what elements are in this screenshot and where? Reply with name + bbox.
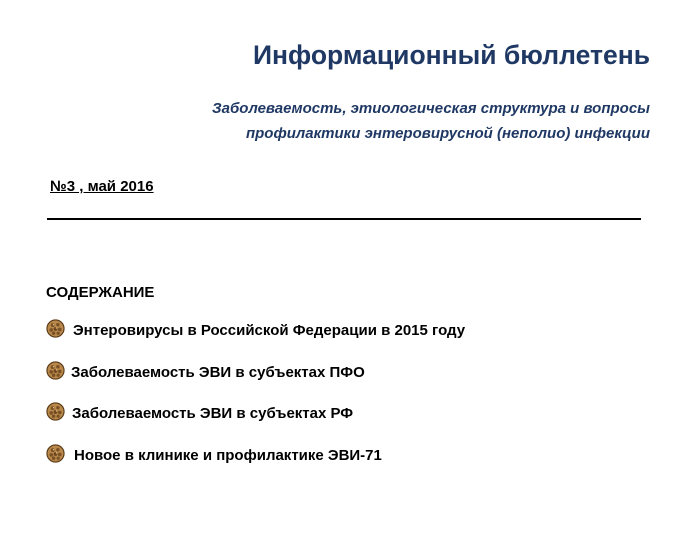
subtitle-line-1: Заболеваемость, этиологическая структура и вопросы (212, 100, 650, 117)
virus-particle-icon (46, 402, 65, 421)
page-title: Информационный бюллетень (252, 40, 650, 70)
contents-item-label: Энтеровирусы в Российской Федерации в 2015 году (73, 322, 466, 339)
virus-particle-icon (46, 319, 65, 338)
virus-particle-icon (46, 444, 65, 463)
page-subtitle (90, 96, 650, 146)
subtitle-line-2: профилактики энтеровирусной (неполио) инфекции (245, 125, 650, 142)
contents-item-label: Заболеваемость ЭВИ в субъектах РФ (72, 405, 354, 422)
issue-number: №3 , май 2016 (50, 178, 154, 195)
contents-heading: СОДЕРЖАНИЕ (46, 284, 155, 301)
contents-item-label: Заболеваемость ЭВИ в субъектах ПФО (71, 363, 365, 381)
contents-item-label: Новое в клинике и профилактике ЭВИ-71 (74, 446, 382, 464)
virus-particle-icon (46, 361, 65, 380)
horizontal-divider (47, 218, 641, 220)
